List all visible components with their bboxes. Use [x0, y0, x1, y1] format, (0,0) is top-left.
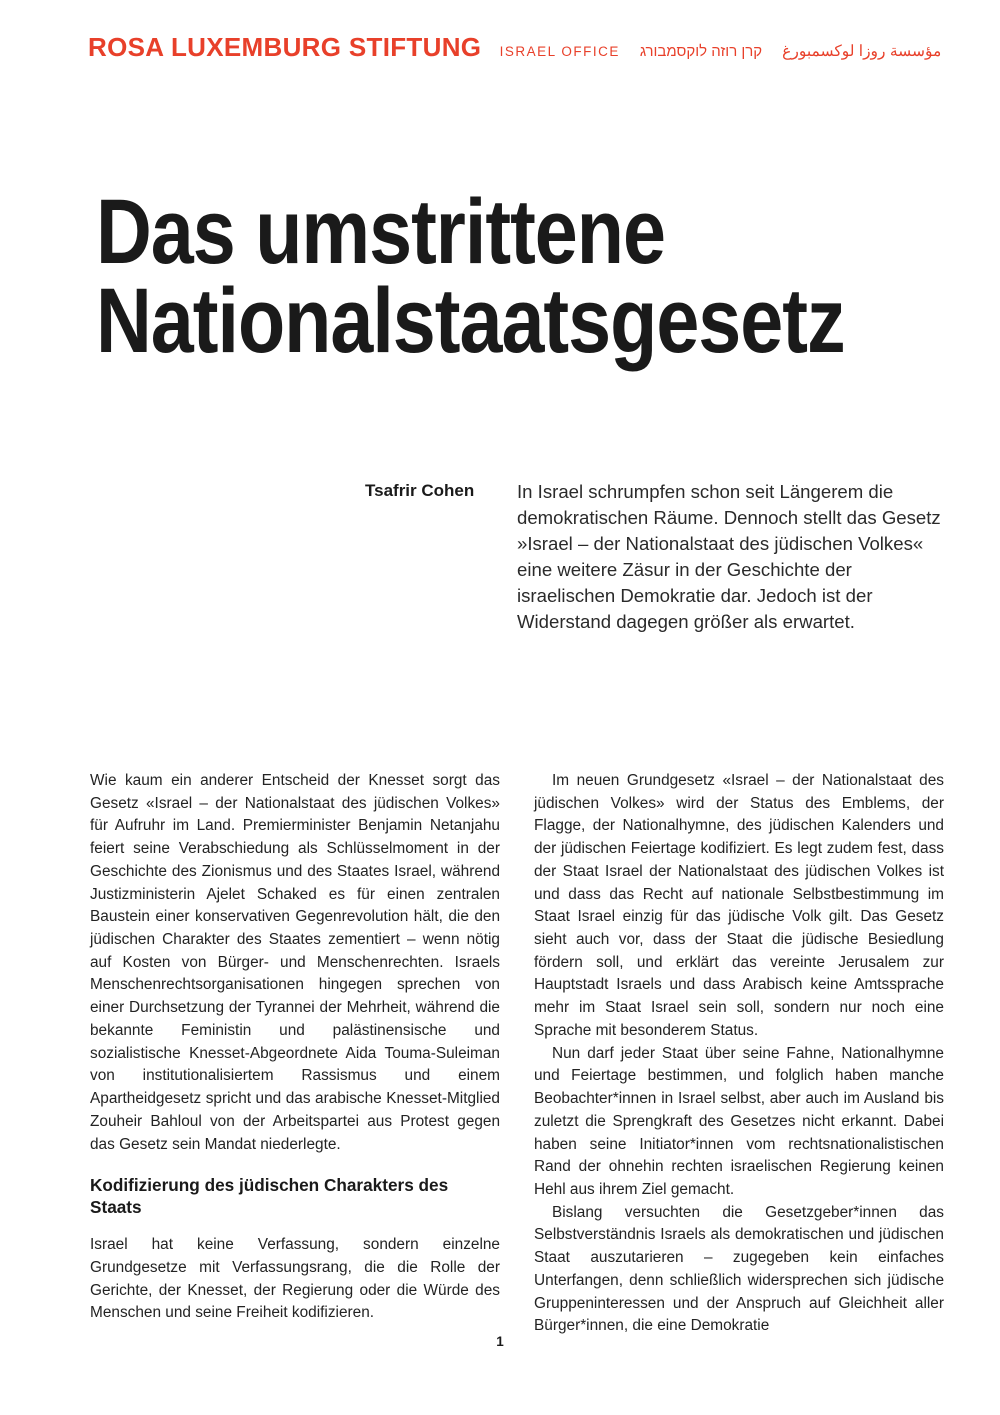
- organization-logo-wordmark: ROSA LUXEMBURG STIFTUNG: [88, 34, 482, 62]
- lead-block: [365, 479, 945, 635]
- author-byline: Tsafrir Cohen: [365, 481, 475, 500]
- right-column-paragraph-2: Nun darf jeder Staat über seine Fahne, Nationalhymne und Feiertage bestimmen, und folglich haben manche Beobachter*innen in Israel selbst, aber auch im Ausland bis zuletzt die Sprengkraft des Gesetzes nicht erkannt. Dabei haben seine Initiator*innen vom rechtsnationalistischen Rand der ohnehin rechten israelischen Regierung keinen Hehl aus ihrem Ziel gemacht.: [534, 1044, 944, 1198]
- section-subheading: Kodifizierung des jüdischen Charakters des Staats: [90, 1175, 449, 1218]
- lead-paragraph: In Israel schrumpfen schon seit Längerem die demokratischen Räume. Dennoch stellt das Gesetz »Israel – der Nationalstaat des jüdischen Volkes« eine weitere Zäsur in der Geschichte der israelischen Demokratie dar. Jedoch ist der Widerstand dagegen größer als erwartet.: [517, 481, 941, 633]
- page-number: 1: [496, 1334, 504, 1349]
- page-title-line-1: Das umstrittene: [96, 180, 665, 283]
- office-label-arabic: مؤسسة روزا لوكسمبورغ: [782, 43, 942, 60]
- right-column-paragraph-1: Im neuen Grundgesetz «Israel – der Nationalstaat des jüdischen Volkes» wird der Status des Emblems, der Flagge, der Nationalhymne, des jüdischen Kalenders und der jüdischen Feiertage kodifiziert. Es legt zudem fest, dass der Staat Israel der Nationalstaat des jüdischen Volkes ist und dass das Recht auf nationale Selbstbestimmung im Staat Israel einzig für das jüdische Volk gilt. Das Gesetz sieht auch vor, dass der Staat die jüdische Besiedlung fördern soll, und erklärt das vereinte Jerusalem zur Hauptstadt Israels und dass Arabisch keine Amtssprache mehr im Staat Israel sein soll, sondern nur noch eine Sprache mit besonderem Status.: [534, 772, 944, 1039]
- masthead: [88, 34, 942, 68]
- office-identifier-group: [500, 42, 942, 61]
- left-column-paragraph-1: Wie kaum ein anderer Entscheid der Knesset sorgt das Gesetz «Israel – der Nationalstaat des jüdischen Volkes» für Aufruhr im Land. Premierminister Benjamin Netanjahu feiert seine Verabschiedung als Schlüsselmoment in der Geschichte des Zionismus und des Staates Israel, während Justizministerin Ajelet Schaked es für einen zentralen Baustein einer konservativen Gegenrevolution hält, die den jüdischen Charakter des Staates zementiert – wenn nötig auf Kosten von Bürger- und Menschenrechten. Israels Menschenrechtsorganisationen hingegen sprechen von einer Durchsetzung der Tyrannei der Mehrheit, während die bekannte Feministin und palästinensische und sozialistische Knesset-Abgeordnete Aida Touma-Suleiman von institutionalisiertem Rassismus und einem Apartheidgesetz spricht und das arabische Knesset-Mitglied Zouheir Bahloul von der Arbeitspartei aus Protest gegen das Gesetz sein Mandat niederlegte.: [90, 772, 500, 1153]
- office-label-hebrew: קרן רוזה לוקסמבורג: [639, 43, 763, 60]
- left-column-paragraph-2: Israel hat keine Verfassung, sondern einzelne Grundgesetze mit Verfassungsrang, die die Rolle der Gerichte, der Knesset, der Regierung oder die Würde des Menschen und seine Freiheit kodifizieren.: [90, 1236, 500, 1322]
- page-title-line-2: Nationalstaatsgesetz: [96, 269, 845, 372]
- office-label-english: ISRAEL OFFICE: [499, 44, 620, 59]
- body-columns: [90, 770, 944, 1338]
- right-column-paragraph-3: Bislang versuchten die Gesetzgeber*innen das Selbstverständnis Israels als demokratischen und jüdischen Staat auszutarieren – zugegeben kein einfaches Unterfangen, denn schließlich widersprechen sich jüdische Gruppeninteressen und der Anspruch auf Gleichheit aller Bürger*innen, die eine Demokratie: [534, 1203, 944, 1335]
- page-title: [96, 180, 928, 372]
- left-column: [90, 770, 500, 1338]
- right-column: [534, 770, 944, 1338]
